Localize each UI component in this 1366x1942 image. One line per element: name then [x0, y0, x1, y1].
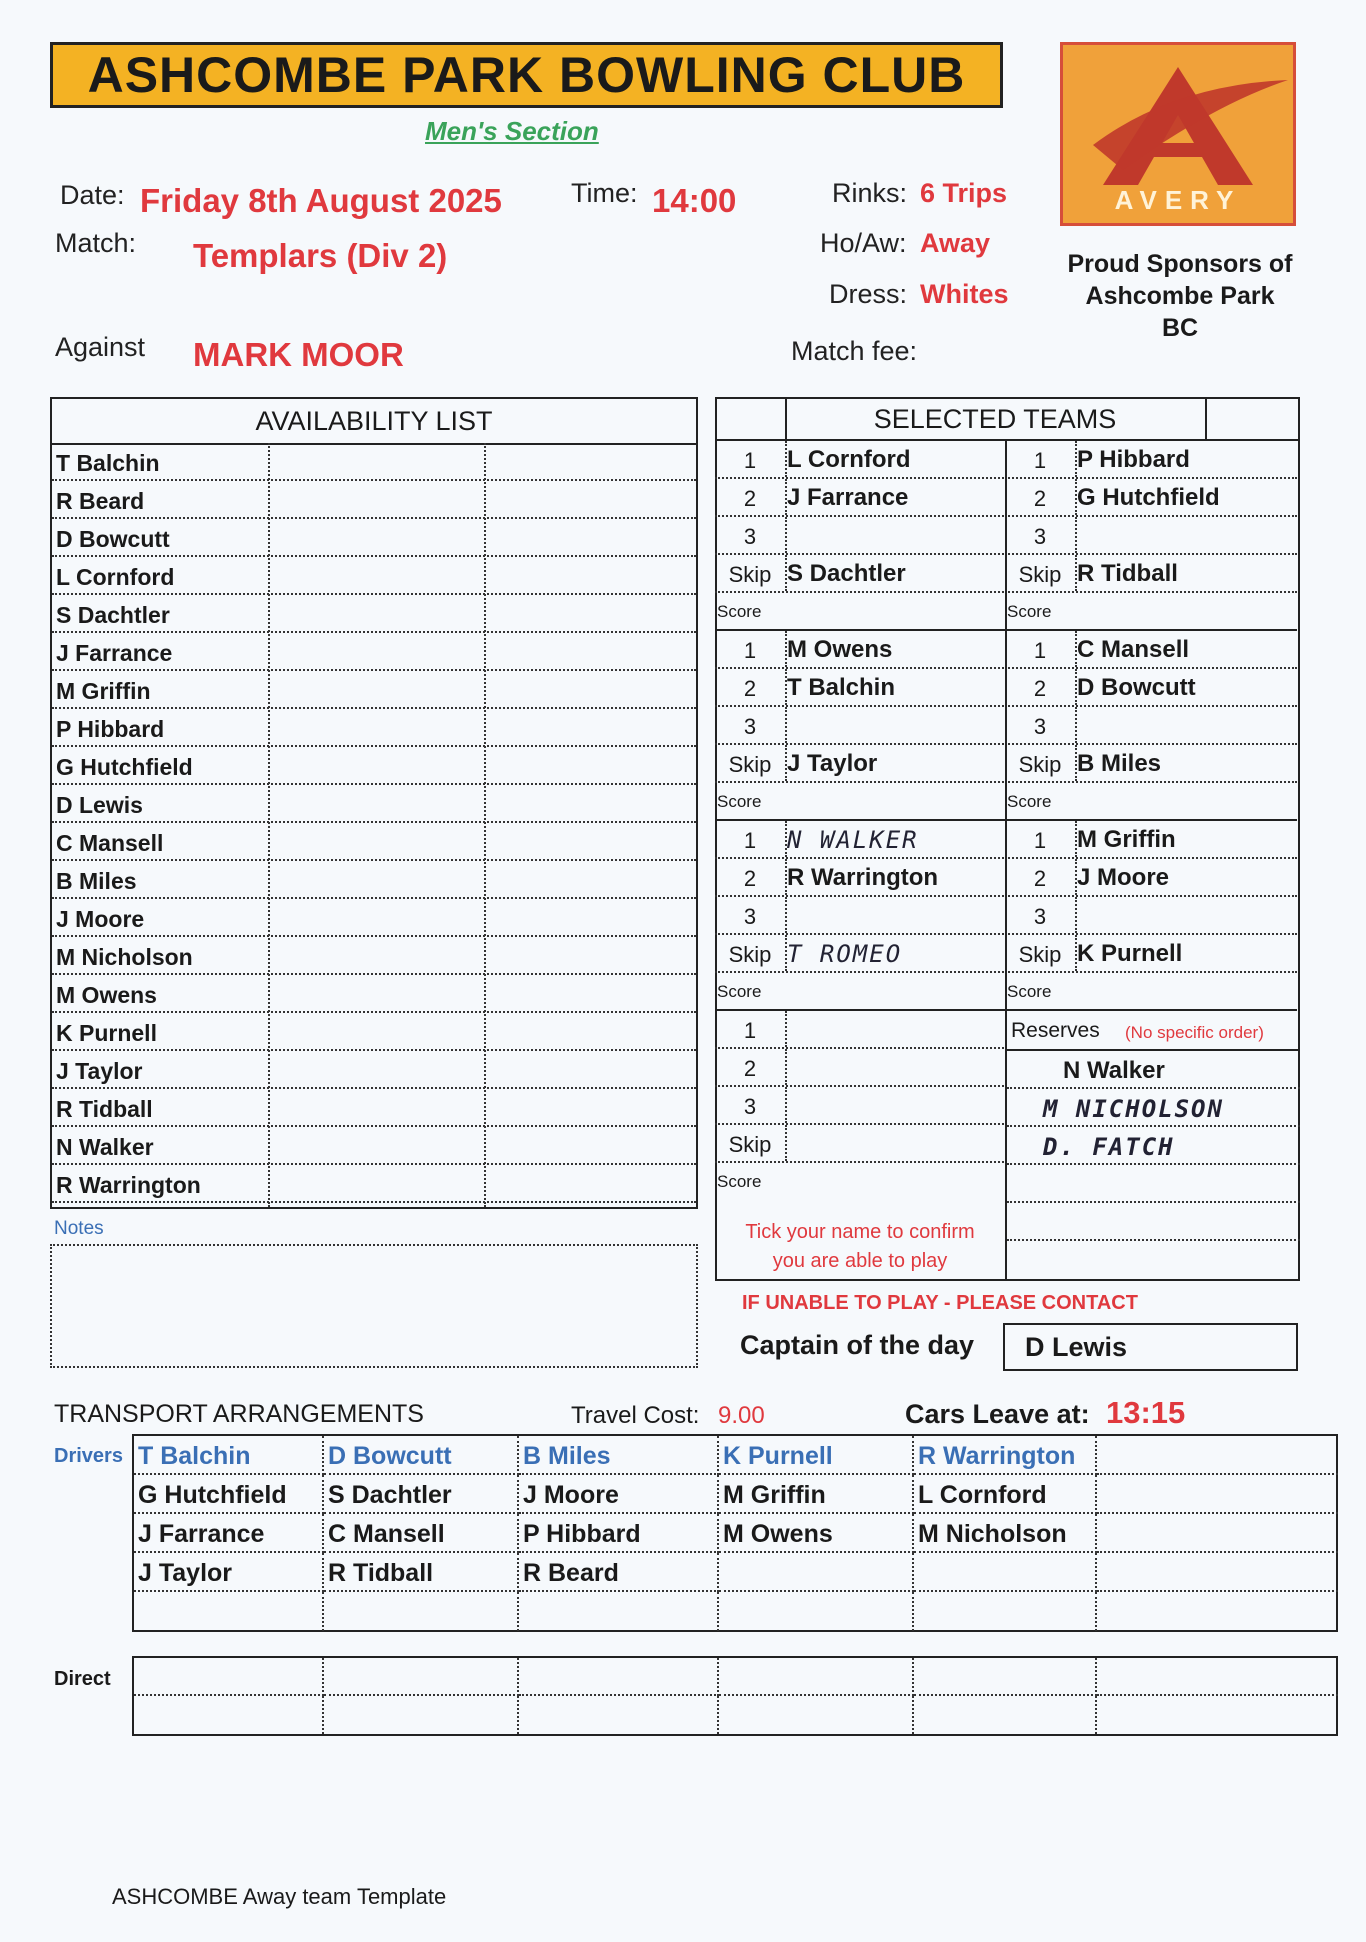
direct-cell: [324, 1658, 519, 1696]
reserves-note: (No specific order): [1125, 1023, 1264, 1042]
captain-label: Captain of the day: [740, 1330, 975, 1360]
notes-label: Notes: [54, 1218, 104, 1239]
passenger-cell: [719, 1592, 914, 1631]
passenger-cell: J Moore: [519, 1475, 719, 1514]
driver-cell: [1097, 1436, 1338, 1475]
tick-message: [715, 1218, 1005, 1276]
position-number: Skip: [1018, 752, 1062, 777]
availability-row: B Miles: [52, 861, 696, 899]
position-number: 3: [743, 1094, 757, 1119]
team-player-row: [715, 821, 1007, 859]
time-value: 14:00: [652, 182, 737, 219]
direct-cell: [324, 1696, 519, 1734]
match-value: Templars (Div 2): [193, 237, 448, 274]
team-player-row: [1005, 517, 1297, 555]
team-player-row: [1005, 479, 1297, 517]
availability-row: M Griffin: [52, 671, 696, 709]
score-label: Score: [717, 792, 762, 811]
driver-cell: K Purnell: [719, 1436, 914, 1475]
direct-cell: [134, 1696, 324, 1734]
team-skip-row: [1005, 745, 1297, 783]
club-title: ASHCOMBE PARK BOWLING CLUB: [50, 42, 1003, 108]
player-name: S Dachtler: [787, 560, 906, 587]
drivers-label: Drivers: [54, 1445, 123, 1467]
passenger-cell: [719, 1553, 914, 1592]
team-player-row: [715, 897, 1007, 935]
team-player-row: [1005, 669, 1297, 707]
player-name: G Hutchfield: [1077, 484, 1220, 511]
direct-cell: [1097, 1696, 1338, 1734]
availability-row: R Beard: [52, 481, 696, 519]
cars-leave-value: 13:15: [1106, 1395, 1186, 1430]
passenger-cell: G Hutchfield: [134, 1475, 324, 1514]
score-label: Score: [717, 602, 762, 621]
player-name: R Tidball: [1077, 560, 1178, 587]
availability-row: P Hibbard: [52, 709, 696, 747]
availability-title: AVAILABILITY LIST: [52, 399, 696, 445]
dress-value: Whites: [920, 279, 1009, 309]
team-player-row: [715, 1049, 1007, 1087]
team-skip-row: [715, 555, 1007, 593]
position-number: 2: [743, 1056, 757, 1081]
player-name: K Purnell: [1077, 940, 1183, 967]
passenger-cell: C Mansell: [324, 1514, 519, 1553]
passenger-cell: [914, 1553, 1097, 1592]
availability-row: G Hutchfield: [52, 747, 696, 785]
passenger-cell: P Hibbard: [519, 1514, 719, 1553]
player-name: C Mansell: [1077, 636, 1190, 663]
date-value: Friday 8th August 2025: [140, 182, 502, 219]
team-player-row: [715, 631, 1007, 669]
availability-row: R Tidball: [52, 1089, 696, 1127]
direct-cell: [519, 1658, 719, 1696]
tick-message-line-1: Tick your name to confirm: [745, 1221, 975, 1243]
driver-cell: D Bowcutt: [324, 1436, 519, 1475]
position-number: Skip: [1018, 942, 1062, 967]
match-label: Match:: [55, 228, 137, 258]
passenger-cell: M Griffin: [719, 1475, 914, 1514]
team-player-row: [715, 1011, 1007, 1049]
reserves-box: [1005, 1011, 1300, 1281]
passenger-cell: M Owens: [719, 1514, 914, 1553]
direct-cell: [719, 1658, 914, 1696]
position-number: 3: [743, 904, 757, 929]
position-number: 1: [743, 448, 757, 473]
hoaw-label: Ho/Aw:: [820, 228, 907, 258]
player-name: P Hibbard: [1077, 446, 1190, 473]
team-player-row: [715, 517, 1007, 555]
position-number: 3: [1033, 904, 1047, 929]
against-value: MARK MOOR: [193, 336, 404, 373]
team-player-row: [715, 479, 1007, 517]
passenger-cell: R Beard: [519, 1553, 719, 1592]
sponsor-line-2: Ashcombe Park: [1085, 282, 1275, 310]
team-skip-row: [1005, 555, 1297, 593]
against-label: Against: [55, 332, 146, 362]
availability-row: M Nicholson: [52, 937, 696, 975]
direct-cell: [914, 1696, 1097, 1734]
reserve-row: [1007, 1165, 1300, 1203]
team-skip-row: [715, 1125, 1007, 1163]
position-number: 2: [743, 486, 757, 511]
position-number: 2: [1033, 866, 1047, 891]
position-number: 1: [743, 638, 757, 663]
availability-row: J Farrance: [52, 633, 696, 671]
team-player-row: [715, 1087, 1007, 1125]
sponsor-line-3: BC: [1161, 314, 1199, 342]
position-number: 2: [743, 676, 757, 701]
passenger-cell: [324, 1592, 519, 1631]
position-number: Skip: [728, 752, 772, 777]
team-player-row: [715, 707, 1007, 745]
player-name: J Farrance: [787, 484, 909, 511]
position-number: 1: [1033, 828, 1047, 853]
passenger-cell: J Taylor: [134, 1553, 324, 1592]
availability-row: C Mansell: [52, 823, 696, 861]
team-player-row: [715, 669, 1007, 707]
team-player-row: [715, 859, 1007, 897]
team-player-row: [1005, 859, 1297, 897]
position-number: 1: [743, 1018, 757, 1043]
score-label: Score: [717, 1172, 762, 1191]
position-number: Skip: [1018, 562, 1062, 587]
position-number: 3: [1033, 714, 1047, 739]
availability-row: D Lewis: [52, 785, 696, 823]
position-number: 1: [1033, 448, 1047, 473]
team-player-row: [1005, 441, 1297, 479]
passenger-cell: J Farrance: [134, 1514, 324, 1553]
section-subtitle: Men's Section: [425, 116, 599, 146]
passenger-cell: [914, 1592, 1097, 1631]
driver-cell: T Balchin: [134, 1436, 324, 1475]
footer-text: ASHCOMBE Away team Template: [112, 1884, 447, 1909]
score-label: Score: [717, 982, 762, 1001]
reserve-row: D. FATCH: [1007, 1127, 1300, 1165]
position-number: Skip: [728, 942, 772, 967]
position-number: 2: [1033, 676, 1047, 701]
reserve-row: [1007, 1203, 1300, 1241]
sponsor-line-1: Proud Sponsors of: [1067, 250, 1293, 278]
availability-row: N Walker: [52, 1127, 696, 1165]
passenger-cell: R Tidball: [324, 1553, 519, 1592]
team-skip-row: [715, 935, 1007, 973]
player-name: T ROMEO: [787, 940, 903, 968]
player-name: T Balchin: [787, 674, 896, 701]
transport-grid: [132, 1434, 1338, 1632]
passenger-cell: [1097, 1553, 1338, 1592]
passenger-cell: L Cornford: [914, 1475, 1097, 1514]
sponsor-text: [1045, 248, 1315, 344]
availability-row: M Owens: [52, 975, 696, 1013]
player-name: L Cornford: [787, 446, 911, 473]
availability-row: S Dachtler: [52, 595, 696, 633]
captain-value: D Lewis: [1003, 1323, 1298, 1371]
travel-cost-value: 9.00: [718, 1402, 765, 1429]
selected-teams: [715, 397, 1300, 1281]
score-label: Score: [1007, 982, 1052, 1001]
passenger-cell: [1097, 1475, 1338, 1514]
position-number: 3: [743, 524, 757, 549]
date-label: Date:: [60, 180, 125, 210]
player-name: M Griffin: [1077, 826, 1176, 853]
notes-box[interactable]: [50, 1244, 698, 1368]
passenger-cell: [519, 1592, 719, 1631]
direct-cell: [134, 1658, 324, 1696]
driver-cell: R Warrington: [914, 1436, 1097, 1475]
avery-logo: [1060, 42, 1296, 226]
teams-title: SELECTED TEAMS: [873, 404, 1117, 434]
position-number: Skip: [728, 562, 772, 587]
availability-row: T Balchin: [52, 443, 696, 481]
player-name: B Miles: [1077, 750, 1162, 777]
player-name: J Taylor: [787, 750, 878, 777]
passenger-cell: S Dachtler: [324, 1475, 519, 1514]
passenger-cell: M Nicholson: [914, 1514, 1097, 1553]
direct-cell: [519, 1696, 719, 1734]
travel-cost-label: Travel Cost:: [571, 1402, 700, 1429]
tick-message-line-2: you are able to play: [772, 1250, 948, 1272]
team-player-row: [1005, 821, 1297, 859]
team-player-row: [1005, 707, 1297, 745]
position-number: Skip: [728, 1132, 772, 1157]
hoaw-value: Away: [920, 228, 991, 258]
reserves-label: Reserves: [1011, 1019, 1100, 1042]
availability-row: L Cornford: [52, 557, 696, 595]
availability-row: R Warrington: [52, 1165, 696, 1203]
player-name: M Owens: [787, 636, 893, 663]
passenger-cell: [1097, 1592, 1338, 1631]
position-number: 1: [1033, 638, 1047, 663]
availability-row: D Bowcutt: [52, 519, 696, 557]
player-name: N WALKER: [787, 826, 919, 854]
availability-list: [50, 397, 698, 1209]
score-label: Score: [1007, 602, 1052, 621]
team-skip-row: [715, 745, 1007, 783]
position-number: 1: [743, 828, 757, 853]
team-player-row: [1005, 631, 1297, 669]
score-label: Score: [1007, 792, 1052, 811]
player-name: J Moore: [1077, 864, 1170, 891]
direct-grid: [132, 1656, 1338, 1736]
team-player-row: [1005, 897, 1297, 935]
unable-message: IF UNABLE TO PLAY - PLEASE CONTACT: [742, 1292, 1138, 1314]
reserve-row: N Walker: [1007, 1051, 1300, 1089]
time-label: Time:: [571, 178, 638, 208]
rinks-label: Rinks:: [832, 178, 908, 208]
driver-cell: B Miles: [519, 1436, 719, 1475]
direct-cell: [1097, 1658, 1338, 1696]
rinks-value: 6 Trips: [920, 178, 1008, 208]
direct-label: Direct: [54, 1668, 111, 1690]
position-number: 2: [1033, 486, 1047, 511]
match-fee-label: Match fee:: [791, 336, 918, 366]
passenger-cell: [1097, 1514, 1338, 1553]
direct-cell: [719, 1696, 914, 1734]
position-number: 3: [743, 714, 757, 739]
team-skip-row: [1005, 935, 1297, 973]
availability-row: J Moore: [52, 899, 696, 937]
logo-text: AVERY: [1114, 185, 1242, 215]
position-number: 2: [743, 866, 757, 891]
team-player-row: [715, 441, 1007, 479]
reserve-row: M NICHOLSON: [1007, 1089, 1300, 1127]
position-number: 3: [1033, 524, 1047, 549]
direct-cell: [914, 1658, 1097, 1696]
player-name: D Bowcutt: [1077, 674, 1196, 701]
cars-leave-label: Cars Leave at:: [905, 1399, 1090, 1429]
player-name: R Warrington: [787, 864, 939, 891]
availability-row: K Purnell: [52, 1013, 696, 1051]
passenger-cell: [134, 1592, 324, 1631]
transport-title: TRANSPORT ARRANGEMENTS: [54, 1400, 424, 1428]
dress-label: Dress:: [829, 279, 908, 309]
availability-row: J Taylor: [52, 1051, 696, 1089]
